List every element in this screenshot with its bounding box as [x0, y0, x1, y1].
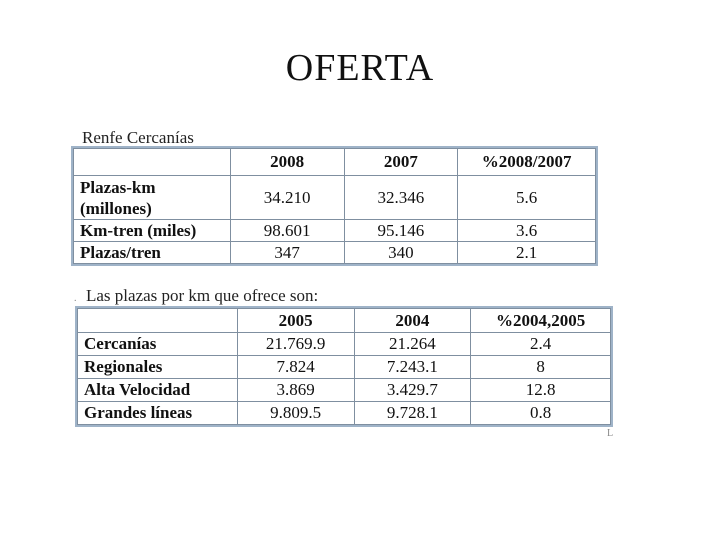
table-cell: 3.429.7 — [354, 379, 471, 402]
plazas-por-km-table — [77, 308, 611, 425]
row-label: Plazas-km (millones) — [74, 176, 231, 220]
header-cell — [74, 149, 231, 176]
header-cell: %2008/2007 — [458, 149, 596, 176]
renfe-cercanias-table — [73, 148, 596, 264]
table-cell: 5.6 — [458, 176, 596, 220]
header-cell: 2005 — [237, 309, 354, 333]
table-row — [78, 356, 611, 379]
table-cell: 8 — [471, 356, 611, 379]
row-label: Plazas/tren — [74, 242, 231, 264]
table-cell: 3.869 — [237, 379, 354, 402]
table-cell: 2.1 — [458, 242, 596, 264]
table-cell: 98.601 — [230, 220, 344, 242]
table-row — [78, 333, 611, 356]
row-label: Cercanías — [78, 333, 238, 356]
table-cell: 21.769.9 — [237, 333, 354, 356]
table2-caption: Las plazas por km que ofrece son: — [86, 286, 319, 305]
row-label: Grandes líneas — [78, 402, 238, 425]
table-cell: 9.809.5 — [237, 402, 354, 425]
table1-caption: Renfe Cercanías — [82, 128, 194, 147]
corner-mark: L — [607, 428, 614, 439]
table-cell: 340 — [344, 242, 458, 264]
slide-title: OFERTA — [285, 47, 435, 89]
table-cell: 3.6 — [458, 220, 596, 242]
table-cell: 21.264 — [354, 333, 471, 356]
header-cell: 2007 — [344, 149, 458, 176]
header-cell: 2004 — [354, 309, 471, 333]
row-label: Regionales — [78, 356, 238, 379]
table-cell: 32.346 — [344, 176, 458, 220]
table-row — [78, 402, 611, 425]
corner-mark: . — [74, 293, 77, 304]
table-cell: 2.4 — [471, 333, 611, 356]
table-cell: 0.8 — [471, 402, 611, 425]
header-cell: %2004,2005 — [471, 309, 611, 333]
table-row — [78, 379, 611, 402]
row-label: Km-tren (miles) — [74, 220, 231, 242]
table-cell: 34.210 — [230, 176, 344, 220]
table-cell: 95.146 — [344, 220, 458, 242]
row-label: Alta Velocidad — [78, 379, 238, 402]
header-cell — [78, 309, 238, 333]
table-cell: 7.824 — [237, 356, 354, 379]
table-header-row — [74, 149, 596, 176]
table-cell: 347 — [230, 242, 344, 264]
table-row — [74, 176, 596, 220]
table-cell: 12.8 — [471, 379, 611, 402]
table-header-row — [78, 309, 611, 333]
table-cell: 9.728.1 — [354, 402, 471, 425]
table-row — [74, 220, 596, 242]
table-cell: 7.243.1 — [354, 356, 471, 379]
header-cell: 2008 — [230, 149, 344, 176]
table-row — [74, 242, 596, 264]
